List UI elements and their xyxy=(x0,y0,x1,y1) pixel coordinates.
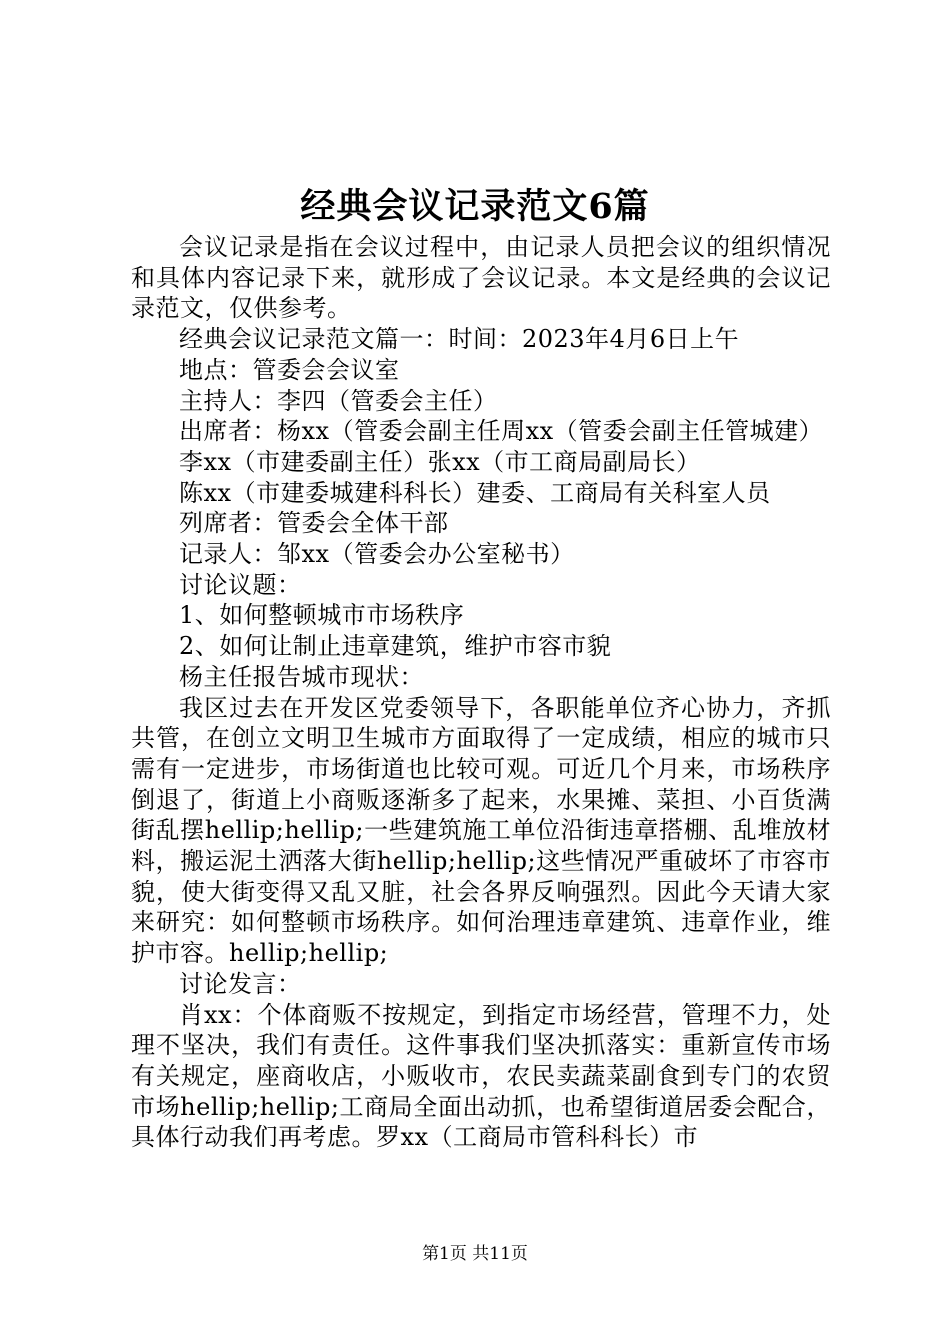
paragraph: 主持人：李四（管委会主任） xyxy=(179,386,498,415)
paragraph: 列席者：管委会全体干部 xyxy=(179,509,449,538)
paragraph: 2、如何让制止违章建筑，维护市容市貌 xyxy=(179,632,612,661)
paragraph: 1、如何整顿城市市场秩序 xyxy=(179,601,465,630)
paragraph: 经典会议记录范文篇一：时间：2023年4月6日上午 xyxy=(179,325,740,354)
paragraph: 陈xx（市建委城建科科长）建委、工商局有关科室人员 xyxy=(179,478,771,507)
paragraph: 地点：管委会会议室 xyxy=(179,355,400,384)
paragraph: 我区过去在开发区党委领导下，各职能单位齐心协力，齐抓共管，在创立文明卫生城市方面取得了一定成绩，相应的城市只需有一定进步，市场街道也比较可观。可近几个月来，市场秩序倒退了，街道上小商贩逐渐多了起来，水果摊、菜担、小百货满街乱摆hellip;hellip;一些建筑施工单位沿街违章搭棚、乱堆放材料，搬运泥土洒落大街hellip;hellip;这些情况严重破坏了市容市貌，使大街变得又乱又脏，社会各界反响强烈。因此今天请大家来研究：如何整顿市场秩序。如何治理违章建筑、违章作业，维护市容。hellip;hellip; xyxy=(131,693,831,968)
paragraph: 李xx（市建委副主任）张xx（市工商局副局长） xyxy=(179,447,701,476)
paragraph: 杨主任报告城市现状： xyxy=(179,662,424,691)
paragraph: 出席者：杨xx（管委会副主任周xx（管委会副主任管城建） xyxy=(179,417,824,446)
document-title: 经典会议记录范文6篇 xyxy=(300,186,650,227)
paragraph: 肖xx：个体商贩不按规定，到指定市场经营，管理不力，处理不坚决，我们有责任。这件事我们坚决抓落实：重新宣传市场有关规定，座商收店，小贩收市，农民卖蔬菜副食到专门的农贸市场hellip;hellip;工商局全面出动抓，也希望街道居委会配合，具体行动我们再考虑。罗xx（工商局市管科科长）市 xyxy=(131,1000,831,1152)
paragraph: 记录人：邹xx（管委会办公室秘书） xyxy=(179,540,575,569)
page-footer: 第1页 共11页 xyxy=(422,1244,528,1264)
paragraph: 讨论议题： xyxy=(179,570,302,599)
paragraph: 会议记录是指在会议过程中，由记录人员把会议的组织情况和具体内容记录下来，就形成了会议记录。本文是经典的会议记录范文，仅供参考。 xyxy=(131,233,831,323)
document-body xyxy=(131,232,831,1153)
paragraph: 讨论发言： xyxy=(179,969,302,998)
